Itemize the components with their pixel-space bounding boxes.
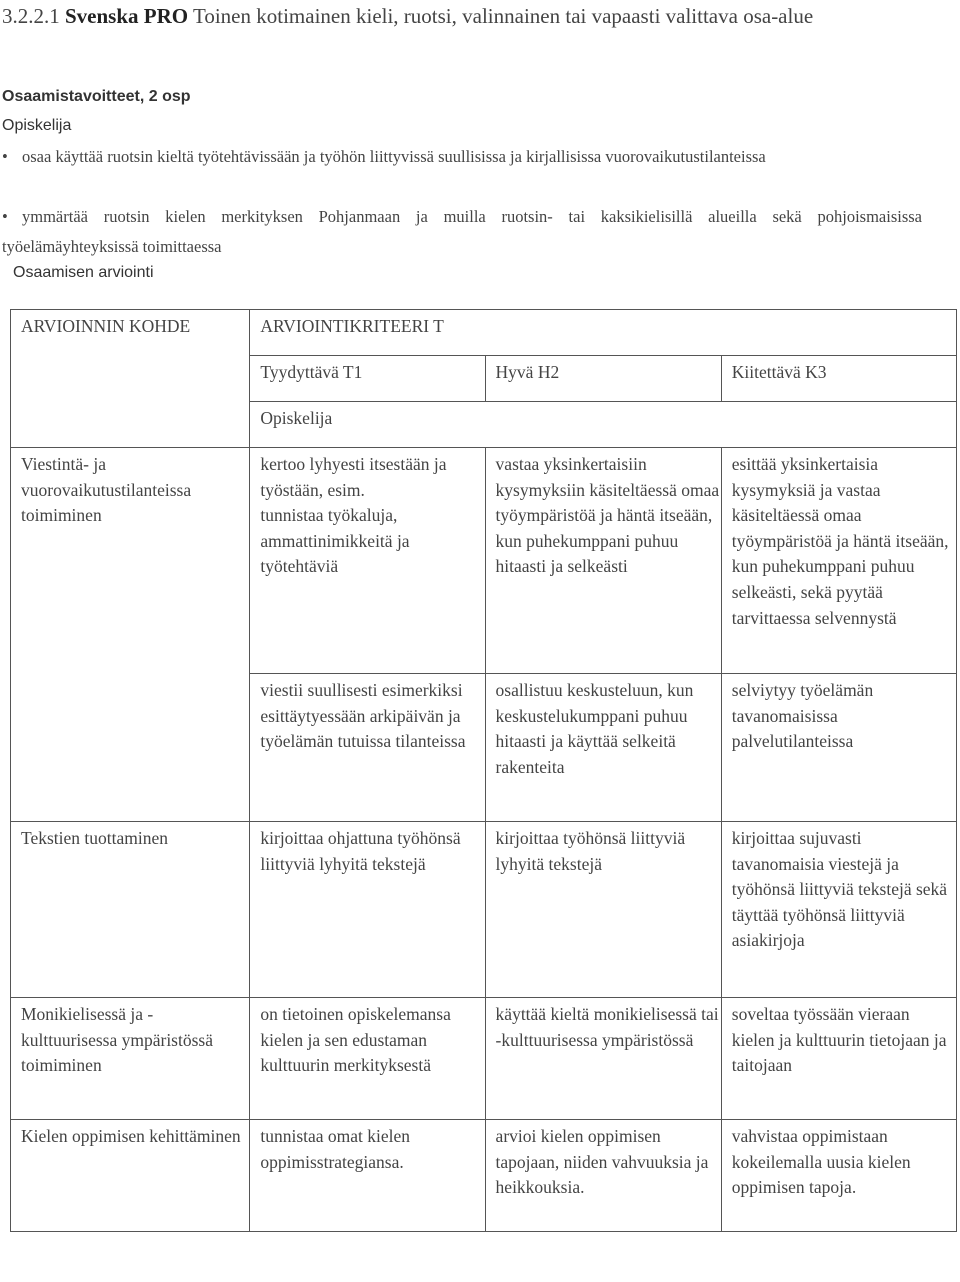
header-row bbox=[11, 310, 957, 356]
t1-cell: on tietoinen opiskelemansa kielen ja sen edustaman kulttuurin merkityksestä bbox=[250, 998, 485, 1120]
section-title-rest: Toinen kotimainen kieli, ruotsi, valinnainen tai vapaasti valittava osa-alue bbox=[192, 4, 814, 28]
goal-text: osaa käyttää ruotsin kieltä työtehtävissään ja työhön liittyvissä suullisissa ja kirjallisissa vuorovaikutustilanteissa bbox=[22, 147, 766, 166]
h2-cell: käyttää kieltä monikielisessä tai -kulttuurisessa ympäristössä bbox=[485, 998, 721, 1120]
level-t1: Tyydyttävä T1 bbox=[250, 356, 485, 402]
section-title-bold: Svenska PRO bbox=[65, 4, 189, 28]
target-cell: Monikielisessä ja -kulttuurisessa ympäristössä toimiminen bbox=[11, 998, 250, 1120]
h2-cell: osallistuu keskusteluun, kun keskustelukumppani puhuu hitaasti ja käyttää selkeitä rakenteita bbox=[485, 674, 721, 822]
goal-bullet bbox=[2, 202, 922, 262]
assessment-heading: Osaamisen arviointi bbox=[13, 264, 154, 281]
t1-cell: viestii suullisesti esimerkiksi esittäytyessään arkipäivän ja työelämän tutuissa tilanteissa bbox=[250, 674, 485, 822]
h2-cell: arvioi kielen oppimisen tapojaan, niiden vahvuuksia ja heikkouksia. bbox=[485, 1120, 721, 1232]
criteria-header: ARVIOINTIKRITEERI T bbox=[250, 310, 957, 356]
level-k3: Kiitettävä K3 bbox=[721, 356, 956, 402]
assessment-table bbox=[10, 309, 957, 1232]
k3-cell: vahvistaa oppimistaan kokeilemalla uusia kielen oppimisen tapoja. bbox=[721, 1120, 956, 1232]
t1-cell: tunnistaa omat kielen oppimisstrategiansa. bbox=[250, 1120, 485, 1232]
target-cell: Tekstien tuottaminen bbox=[11, 822, 250, 998]
h2-cell: kirjoittaa työhönsä liittyviä lyhyitä tekstejä bbox=[485, 822, 721, 998]
criteria-subject: Opiskelija bbox=[250, 402, 957, 448]
level-h2: Hyvä H2 bbox=[485, 356, 721, 402]
k3-cell: selviytyy työelämän tavanomaisissa palvelutilanteissa bbox=[721, 674, 956, 822]
table-row bbox=[11, 1120, 957, 1232]
k3-cell: kirjoittaa sujuvasti tavanomaisia viestejä ja työhönsä liittyviä tekstejä sekä täyttää työhönsä liittyviä asiakirjoja bbox=[721, 822, 956, 998]
goals-subject: Opiskelija bbox=[2, 117, 72, 134]
table-row bbox=[11, 448, 957, 674]
goals-heading: Osaamistavoitteet, 2 osp bbox=[2, 88, 191, 105]
target-cell: Viestintä- ja vuorovaikutustilanteissa toimiminen bbox=[11, 448, 250, 822]
goal-text: ymmärtää ruotsin kielen merkityksen Pohjanmaan ja muilla ruotsin- tai kaksikielisillä alueilla sekä pohjoismaisissa työelämäyhteyksissä toimittaessa bbox=[2, 207, 922, 256]
t1-cell: kirjoittaa ohjattuna työhönsä liittyviä lyhyitä tekstejä bbox=[250, 822, 485, 998]
section-number: 3.2.2.1 bbox=[2, 4, 60, 28]
goal-bullet bbox=[2, 142, 922, 172]
table-row bbox=[11, 998, 957, 1120]
bullet-icon: • bbox=[2, 207, 8, 226]
bullet-icon: • bbox=[2, 147, 8, 166]
k3-cell: esittää yksinkertaisia kysymyksiä ja vastaa käsiteltäessä omaa työympäristöä ja häntä itseään, kun puhekumppani puhuu selkeästi, sekä pyytää tarvittaessa selvennystä bbox=[721, 448, 956, 674]
section-heading bbox=[2, 1, 952, 31]
target-cell: Kielen oppimisen kehittäminen bbox=[11, 1120, 250, 1232]
target-header: ARVIOINNIN KOHDE bbox=[11, 310, 250, 448]
t1-cell: kertoo lyhyesti itsestään ja työstään, esim. tunnistaa työkaluja, ammattinimikkeitä ja työtehtäviä bbox=[250, 448, 485, 674]
table-row bbox=[11, 822, 957, 998]
k3-cell: soveltaa työssään vieraan kielen ja kulttuurin tietojaan ja taitojaan bbox=[721, 998, 956, 1120]
h2-cell: vastaa yksinkertaisiin kysymyksiin käsiteltäessä omaa työympäristöä ja häntä itseään, kun puhekumppani puhuu hitaasti ja selkeästi bbox=[485, 448, 721, 674]
